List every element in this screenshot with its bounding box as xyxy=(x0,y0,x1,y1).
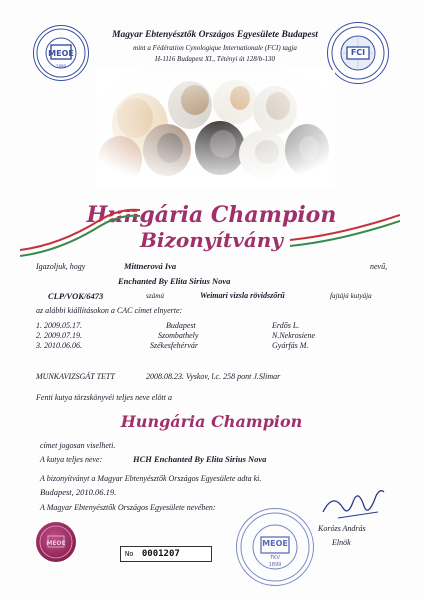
breed: Weimari vizsla rövidszőrű xyxy=(200,291,285,300)
show-date: 2. 2009.07.19. xyxy=(36,331,82,340)
full-name-label: A kutya teljes neve: xyxy=(40,455,103,464)
show-judge: N.Nekrosiene xyxy=(272,331,316,340)
stamp-center-text: MEOE xyxy=(262,539,288,548)
signatory-name: Korózs András xyxy=(318,524,366,533)
place-date: Budapest, 2010.06.19. xyxy=(40,487,117,497)
show-city: Székesfehérvár xyxy=(150,341,198,350)
signatory-role: Elnök xyxy=(332,538,351,547)
wax-seal xyxy=(36,522,76,562)
dogs-illustration xyxy=(95,70,335,190)
on-behalf-text: A Magyar Ebtenyésztők Országos Egyesülete nevében: xyxy=(40,503,216,512)
owner-suffix: nevű, xyxy=(370,262,388,271)
org-name: Magyar Ebtenyésztők Országos Egyesülete Budapest xyxy=(112,30,318,40)
dog-name: Enchanted By Elita Sirius Nova xyxy=(118,276,231,286)
stamp-sub-text: TKV xyxy=(270,555,280,561)
certificate-title-line1: Hungária Champion xyxy=(86,202,337,228)
flag-ribbon-left xyxy=(20,190,140,260)
signature xyxy=(318,482,388,524)
cert-number-box xyxy=(120,546,212,562)
title-usage: címet jogosan viselheti. xyxy=(40,441,116,450)
certificate-title-line2: Bizonyítvány xyxy=(140,228,283,252)
svg-text:MEOE: MEOE xyxy=(46,540,66,547)
stamp-year: 1899 xyxy=(268,562,282,568)
org-address: H-1116 Budapest XI., Tétényi út 128/b-130 xyxy=(154,55,276,63)
show-judge: Gyárfás M. xyxy=(272,341,309,350)
show-date: 1. 2009.05.17. xyxy=(36,321,82,330)
certify-intro: Igazoljuk, hogy xyxy=(36,262,86,271)
cert-number-prefix: No xyxy=(125,550,134,558)
issued-text: A bizonyítványt a Magyar Ebtenyésztők Országos Egyesülete adta ki. xyxy=(40,474,262,483)
official-stamp xyxy=(236,508,314,586)
show-date: 3. 2010.06.06. xyxy=(36,341,82,350)
full-name-value: HCH Enchanted By Elita Sirius Nova xyxy=(133,454,267,464)
stud-book-line: Fenti kutya törzskönyvéi teljes neve elött a xyxy=(36,393,172,402)
work-test-label: MUNKAVIZSGÁT TETT xyxy=(36,372,115,381)
svg-text:MEOE: MEOE xyxy=(48,49,74,58)
fci-membership: mint a Fédération Cynologique Internationale (FCI) tagja xyxy=(133,44,297,52)
fci-label: FCI xyxy=(350,48,366,57)
reg-label: számú xyxy=(146,292,164,300)
work-test-value: 2008.08.23. Vyskov, l.c. 258 pont J.Slimar xyxy=(146,372,281,381)
fci-seal xyxy=(327,22,389,84)
cac-intro: az alábbi kiállításokon a CAC címet elnyerte: xyxy=(36,306,183,315)
show-city: Budapest xyxy=(166,321,196,330)
show-city: Szombathely xyxy=(158,331,199,340)
owner-name: Mittnerová Iva xyxy=(124,261,177,271)
champion-title: Hungária Champion xyxy=(120,412,303,431)
left-seal-year: 1899 xyxy=(55,64,67,69)
reg-number: CLP/VOK/6473 xyxy=(48,291,104,301)
flag-ribbon-right xyxy=(290,210,400,260)
breed-suffix: fajtájú kutyája xyxy=(330,292,372,300)
show-judge: Erdős L. xyxy=(272,321,300,330)
cert-number-value: 0001207 xyxy=(141,549,180,559)
